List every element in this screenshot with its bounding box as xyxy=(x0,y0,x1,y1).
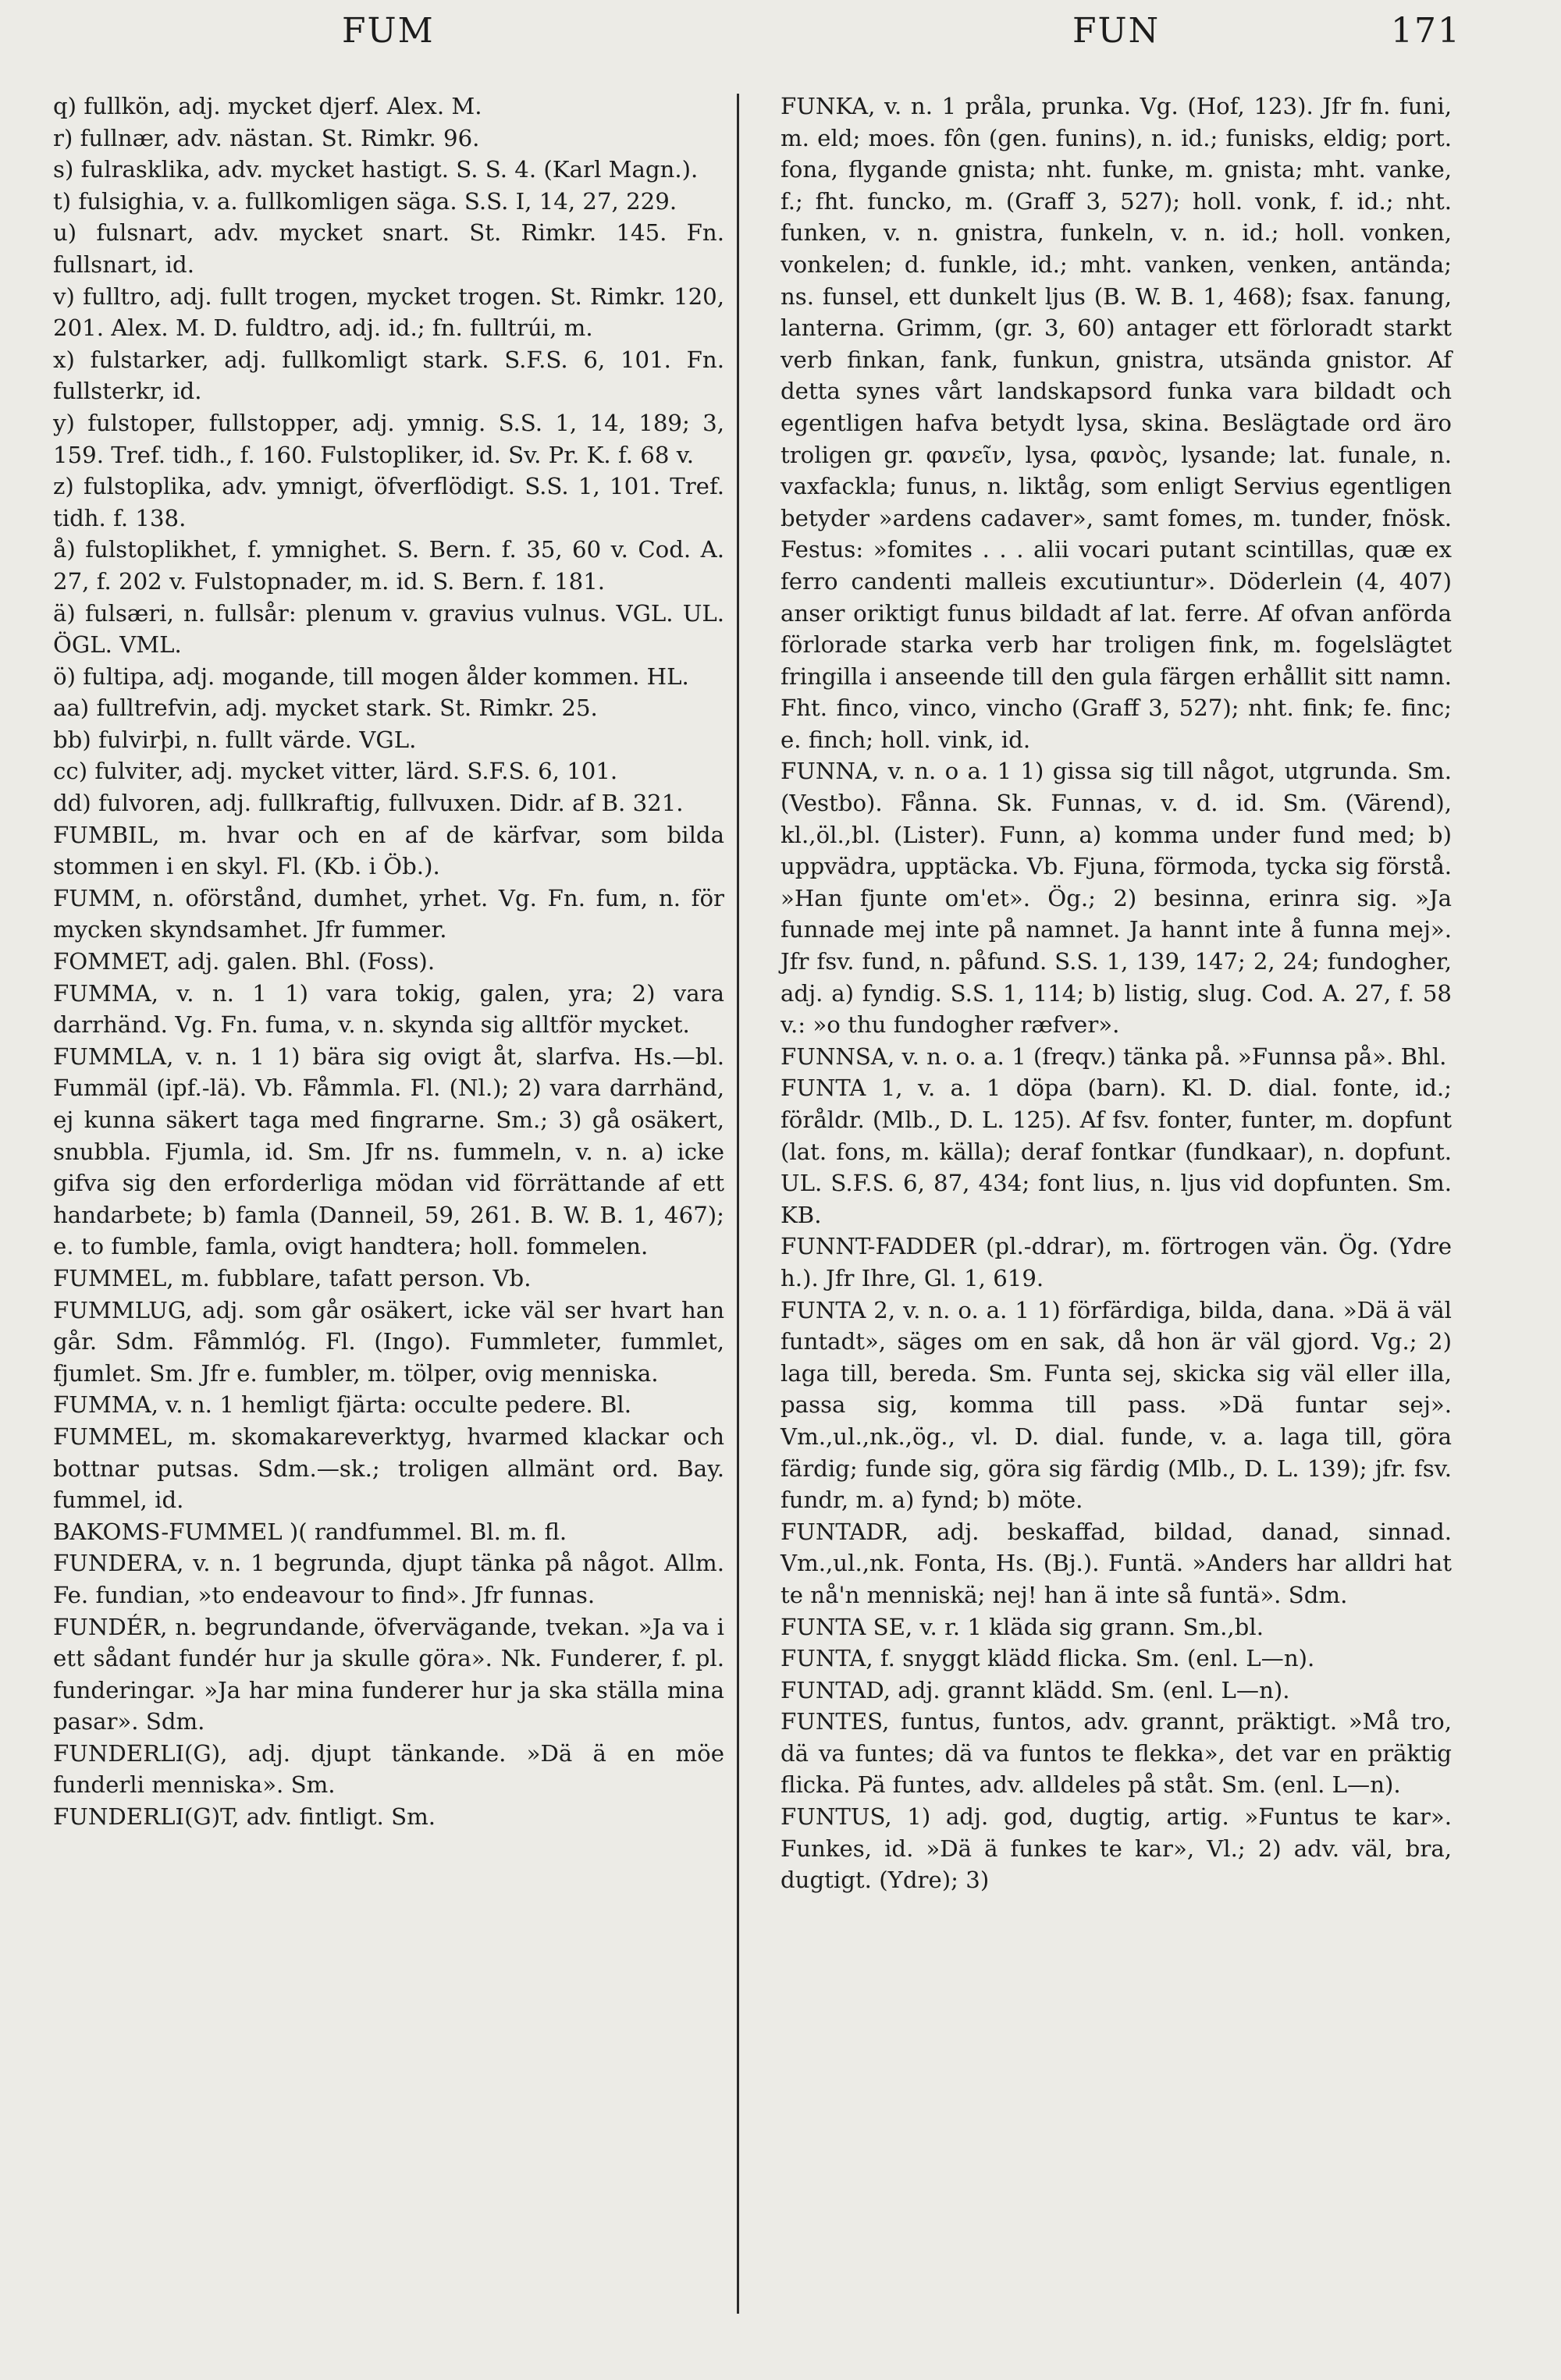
dictionary-entry: FUNTA 2, v. n. o. a. 1 1) förfärdiga, bilda, dana. »Dä ä väl funtadt», säges om en sak, då hon är väl gjord. Vg.; 2) laga till, bereda. Sm. Funta sej, skicka sig väl eller illa, passa sig, komma till pass. »Dä funtar sej». Vm.,ul.,nk.,ög., vl. D. dial. funde, v. a. laga till, göra färdig; funde sig, göra sig färdig (Mlb., D. L. 139); jfr. fsv. fundr, m. a) fynd; b) möte. xyxy=(780,1296,1452,1514)
dictionary-entry: v) fulltro, adj. fullt trogen, mycket trogen. St. Rimkr. 120, 201. Alex. M. D. fuldtro, adj. id.; fn. fulltrúi, m. xyxy=(53,282,724,342)
dictionary-entry: r) fullnær, adv. nästan. St. Rimkr. 96. xyxy=(53,124,480,151)
dictionary-entry: FUNTUS, 1) adj. god, dugtig, artig. »Funtus te kar». Funkes, id. »Dä ä funkes te kar», Vl.; 2) adv. väl, bra, dugtigt. (Ydre); 3) xyxy=(780,1803,1452,1894)
dictionary-entry: z) fulstoplika, adv. ymnigt, öfverflödigt. S.S. 1, 101. Tref. tidh. f. 138. xyxy=(53,473,724,531)
dictionary-entry: FUNTES, funtus, funtos, adv. grannt, präktigt. »Må tro, dä va funtes; dä va funtos te flekka», det var en präktig flicka. Pä funtes, adv. alldeles på ståt. Sm. (enl. L—n). xyxy=(780,1708,1452,1799)
right-column xyxy=(780,91,1452,1896)
dictionary-entry: FUMMA, v. n. 1 hemligt fjärta: occulte pedere. Bl. xyxy=(53,1391,632,1419)
dictionary-entry: y) fulstoper, fullstopper, adj. ymnig. S.S. 1, 14, 189; 3, 159. Tref. tidh., f. 160. Fulstopliker, id. Sv. Pr. K. f. 68 v. xyxy=(53,409,724,468)
dictionary-entry: FUNTA SE, v. r. 1 kläda sig grann. Sm.,bl. xyxy=(780,1613,1264,1640)
dictionary-entry: FUMM, n. oförstånd, dumhet, yrhet. Vg. Fn. fum, n. för mycken skyndsamhet. Jfr fummer. xyxy=(53,884,724,943)
dictionary-entry: FUNNT-FADDER (pl.-ddrar), m. förtrogen vän. Ög. (Ydre h.). Jfr Ihre, Gl. 1, 619. xyxy=(780,1233,1452,1291)
page-number: 171 xyxy=(1391,11,1461,51)
dictionary-entry: FUNTA, f. snyggt klädd flicka. Sm. (enl. L—n). xyxy=(780,1645,1315,1672)
dictionary-entry: s) fulrasklika, adv. mycket hastigt. S. S. 4. (Karl Magn.). xyxy=(53,156,699,183)
dictionary-entry: å) fulstoplikhet, f. ymnighet. S. Bern. f. 35, 60 v. Cod. A. 27, f. 202 v. Fulstopnader, m. id. S. Bern. f. 181. xyxy=(53,536,724,595)
dictionary-entry: dd) fulvoren, adj. fullkraftig, fullvuxen. Didr. af B. 321. xyxy=(53,790,684,817)
dictionary-entry: FUNTAD, adj. grannt klädd. Sm. (enl. L—n). xyxy=(780,1676,1290,1703)
dictionary-entry: u) fulsnart, adv. mycket snart. St. Rimkr. 145. Fn. fullsnart, id. xyxy=(53,219,724,278)
dictionary-entry: FUNDERLI(G), adj. djupt tänkande. »Dä ä en möe funderli menniska». Sm. xyxy=(53,1739,724,1799)
dictionary-entry: FUMBIL, m. hvar och en af de kärfvar, som bilda stommen i en skyl. Fl. (Kb. i Öb.). xyxy=(53,821,724,880)
dictionary-entry: bb) fulvirþi, n. fullt värde. VGL. xyxy=(53,726,417,753)
dictionary-entry: FUMMLA, v. n. 1 1) bära sig ovigt åt, slarfva. Hs.—bl. Fummäl (ipf.-lä). Vb. Fåmmla. Fl. (Nl.); 2) vara darrhänd, ej kunna säkert taga med fingrarne. Sm.; 3) gå osäkert, snubbla. Fjumla, id. Sm. Jfr ns. fummeln, v. n. a) icke gifva sig den erforderliga mödan vid förrättande af ett handarbete; b) famla (Danneil, 59, 261. B. W. B. 1, 467); e. to fumble, famla, ovigt handtera; holl. fommelen. xyxy=(53,1043,724,1260)
running-head-left: FUM xyxy=(342,11,435,51)
dictionary-entry: FOMMET, adj. galen. Bhl. (Foss). xyxy=(53,948,436,975)
dictionary-entry: x) fulstarker, adj. fullkomligt stark. S.F.S. 6, 101. Fn. fullsterkr, id. xyxy=(53,346,724,405)
dictionary-entry: FUNNSA, v. n. o. a. 1 (freqv.) tänka på. »Funnsa på». Bhl. xyxy=(780,1043,1447,1070)
dictionary-entry: FUNDERLI(G)T, adv. fintligt. Sm. xyxy=(53,1803,436,1831)
dictionary-entry: FUMMA, v. n. 1 1) vara tokig, galen, yra; 2) vara darrhänd. Vg. Fn. fuma, v. n. skynda sig alltför mycket. xyxy=(53,979,724,1039)
dictionary-entry: FUMMLUG, adj. som går osäkert, icke väl ser hvart han går. Sdm. Fåmmlóg. Fl. (Ingo). Fummleter, fummlet, fjumlet. Sm. Jfr e. fumbler, m. tölper, ovig menniska. xyxy=(53,1296,724,1387)
page-header xyxy=(0,11,1561,73)
dictionary-entry: cc) fulviter, adj. mycket vitter, lärd. S.F.S. 6, 101. xyxy=(53,758,618,785)
dictionary-entry: FUNTA 1, v. a. 1 döpa (barn). Kl. D. dial. fonte, id.; föråldr. (Mlb., D. L. 125). Af fsv. fonter, funter, m. dopfunt (lat. fons, m. källa); deraf fontkar (fundkaar), n. dopfunt. UL. S.F.S. 6, 87, 434; font lius, n. ljus vid dopfunten. Sm. KB. xyxy=(780,1075,1452,1228)
dictionary-entry: aa) fulltrefvin, adj. mycket stark. St. Rimkr. 25. xyxy=(53,694,598,722)
dictionary-entry: q) fullkön, adj. mycket djerf. Alex. M. xyxy=(53,93,482,119)
left-column xyxy=(53,91,724,1833)
dictionary-entry: ä) fulsæri, n. fullsår: plenum v. gravius vulnus. VGL. UL. ÖGL. VML. xyxy=(53,599,724,659)
dictionary-entry: t) fulsighia, v. a. fullkomligen säga. S.S. I, 14, 27, 229. xyxy=(53,187,677,215)
dictionary-entry: FUNDERA, v. n. 1 begrunda, djupt tänka på något. Allm. Fe. fundian, »to endeavour to find». Jfr funnas. xyxy=(53,1550,724,1608)
dictionary-entry: FUNKA, v. n. 1 pråla, prunka. Vg. (Hof, 123). Jfr fn. funi, m. eld; moes. fôn (gen. funins), n. id.; funisks, eldig; port. fona, flygande gnista; nht. funke, m. gnista; mht. vanke, f.; fht. funcko, m. (Graff 3, 527); holl. vonk, f. id.; nht. funken, v. n. gnistra, funkeln, v. n. id.; holl. vonken, vonkelen; d. funkle, id.; mht. vanken, venken, antända; ns. funsel, ett dunkelt ljus (B. W. B. 1, 468); fsax. fanung, lanterna. Grimm, (gr. 3, 60) antager ett förloradt starkt verb finkan, fank, funkun, gnistra, utsända gnistor. Af detta synes vårt landskapsord funka vara bildadt och egentligen hafva betydt lysa, skina. Beslägtade ord äro troligen gr. φανεῖν, lysa, φανὸς, lysande; lat. funale, n. vaxfackla; funus, n. liktåg, som enligt Servius egentligen betyder »ardens cadaver», samt fomes, m. tunder, fnösk. Festus: »fomites . . . alii vocari putant scintillas, quæ ex ferro candenti malleis excutiuntur». Döderlein (4, 407) anser oriktigt funus bildadt af lat. ferre. Af ofvan anförda förlorade starka verb har troligen fink, m. fogelslägtet fringilla i anseende till den gula färgen erhållit sitt namn. Fht. finco, vinco, vincho (Graff 3, 527); nht. fink; fe. finc; e. finch; holl. vink, id. xyxy=(780,93,1452,753)
dictionary-entry: BAKOMS-FUMMEL )( randfummel. Bl. m. fl. xyxy=(53,1518,567,1545)
dictionary-entry: FUNTADR, adj. beskaffad, bildad, danad, sinnad. Vm.,ul.,nk. Fonta, Hs. (Bj.). Funtä. »Anders har alldri hat te nå'n menniskä; nej! han ä inte så funtä». Sdm. xyxy=(780,1518,1452,1608)
running-head-center: FUN xyxy=(1072,11,1161,51)
dictionary-entry: ö) fultipa, adj. mogande, till mogen ålder kommen. HL. xyxy=(53,662,689,690)
dictionary-entry: FUNDÉR, n. begrundande, öfvervägande, tvekan. »Ja va i ett sådant fundér hur ja skulle göra». Nk. Funderer, f. pl. funderingar. »Ja har mina funderer hur ja ska ställa mina pasar». Sdm. xyxy=(53,1613,724,1735)
column-divider xyxy=(737,94,739,2314)
dictionary-entry: FUMMEL, m. skomakareverktyg, hvarmed klackar och bottnar putsas. Sdm.—sk.; troligen allmänt ord. Bay. fummel, id. xyxy=(53,1423,724,1514)
dictionary-entry: FUMMEL, m. fubblare, tafatt person. Vb. xyxy=(53,1264,532,1291)
dictionary-entry: FUNNA, v. n. o a. 1 1) gissa sig till något, utgrunda. Sm. (Vestbo). Fånna. Sk. Funnas, v. d. id. Sm. (Värend), kl.,öl.,bl. (Lister). Funn, a) komma under fund med; b) uppvädra, upptäcka. Vb. Fjuna, förmoda, tycka sig förstå. »Han fjunte om'et». Ög.; 2) besinna, erinra sig. »Ja funnade mej inte på namnet. Ja hannt inte å funna mej». Jfr fsv. fund, n. påfund. S.S. 1, 139, 147; 2, 24; fundogher, adj. a) fyndig. S.S. 1, 114; b) listig, slug. Cod. A. 27, f. 58 v.: »o thu fundogher ræfver». xyxy=(780,758,1452,1039)
